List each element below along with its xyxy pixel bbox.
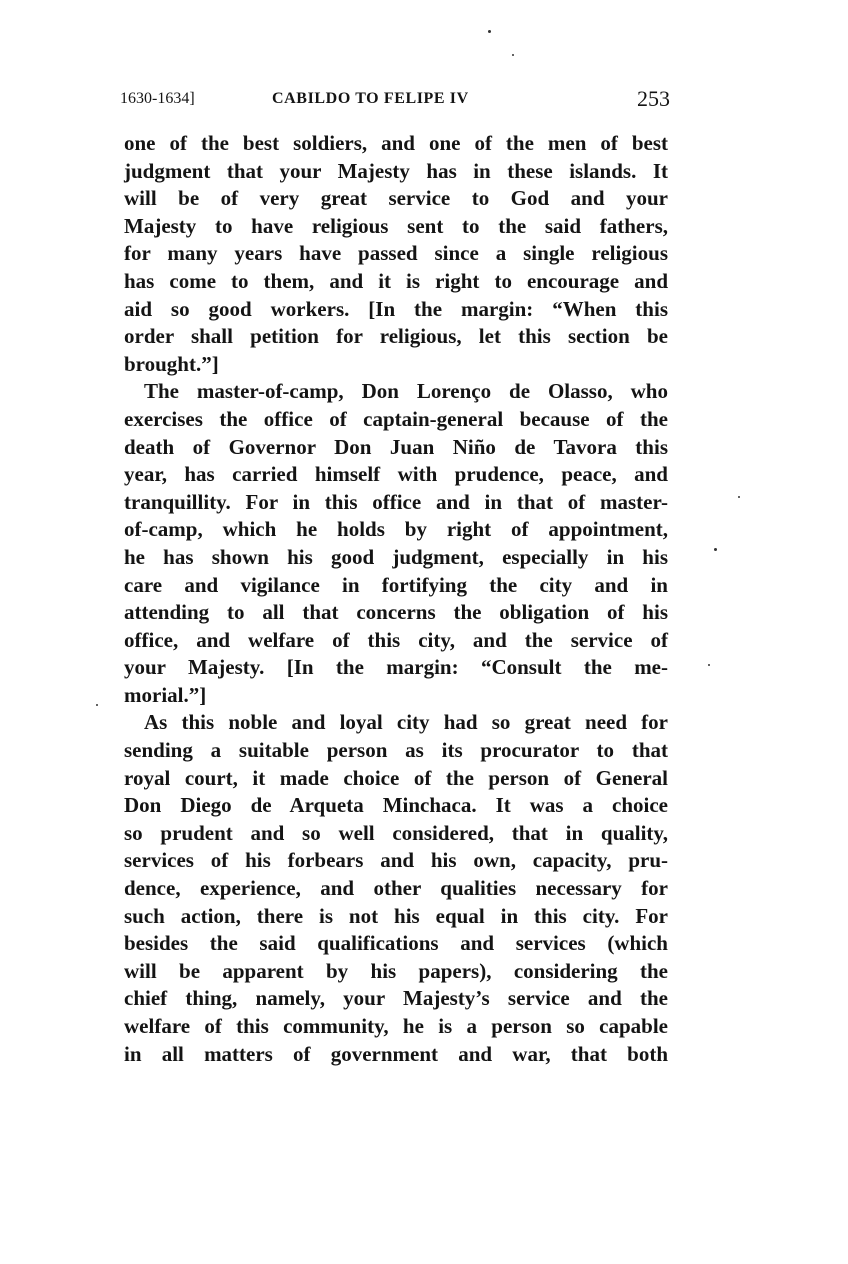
scan-speck [488,30,491,33]
text-line: one of the best soldiers, and one of the men of best [124,131,668,155]
text-line: such action, there is not his equal in this city. For [124,903,668,928]
text-line: has come to them, and it is right to encourage and [124,268,668,293]
running-title: CABILDO TO FELIPE IV [272,90,469,107]
scan-speck [512,54,514,56]
text-line: for many years have passed since a single religious [124,241,668,266]
text-line: in all matters of government and war, that both [124,1041,668,1066]
text-line: your Majesty. [In the margin: “Consult the me- [124,655,668,680]
scan-speck [714,548,717,551]
text-line: dence, experience, and other qualities necessary for [124,876,668,901]
body-text [124,130,668,1068]
scan-speck [96,704,98,706]
text-line: Don Diego de Arqueta Minchaca. It was a choice [124,793,668,818]
scan-speck [708,664,710,666]
text-line: besides the said qualifications and services (which [124,931,668,956]
text-line: attending to all that concerns the obligation of his [124,600,668,625]
text-line: sending a suitable person as its procurator to that [124,738,668,763]
paragraph-start: The master-of-camp, Don Lorenço de Olasso, who [144,379,668,404]
text-line: office, and welfare of this city, and the service of [124,627,668,652]
text-line: will be of very great service to God and your [124,186,668,211]
text-line: royal court, it made choice of the person of General [124,765,668,790]
text-line: will be apparent by his papers), considering the [124,958,668,983]
scan-speck [738,496,740,498]
running-head [120,86,672,116]
text-line: year, has carried himself with prudence, peace, and [124,462,668,487]
text-line: care and vigilance in fortifying the city and in [124,572,668,597]
text-line: morial.”] [124,682,207,707]
text-line: exercises the office of captain-general because of the [124,406,668,431]
page-number: 253 [637,86,670,111]
text-line: brought.”] [124,351,219,376]
text-line: chief thing, namely, your Majesty’s service and the [124,986,668,1011]
date-range: 1630-1634] [120,90,195,107]
text-line: death of Governor Don Juan Niño de Tavora this [124,434,668,459]
text-line: so prudent and so well considered, that in quality, [124,820,668,845]
text-line: he has shown his good judgment, especially in his [124,544,668,569]
text-line: aid so good workers. [In the margin: “When this [124,296,668,321]
text-line: of-camp, which he holds by right of appointment, [124,517,668,542]
paragraph-start: As this noble and loyal city had so great need for [144,710,668,735]
text-line: welfare of this community, he is a person so capable [124,1014,668,1038]
text-line: services of his forbears and his own, capacity, pru- [124,848,668,873]
text-line: Majesty to have religious sent to the said fathers, [124,213,668,238]
text-line: order shall petition for religious, let this section be [124,324,668,349]
text-line: judgment that your Majesty has in these islands. It [124,158,668,183]
text-line: tranquillity. For in this office and in that of master- [124,489,668,514]
